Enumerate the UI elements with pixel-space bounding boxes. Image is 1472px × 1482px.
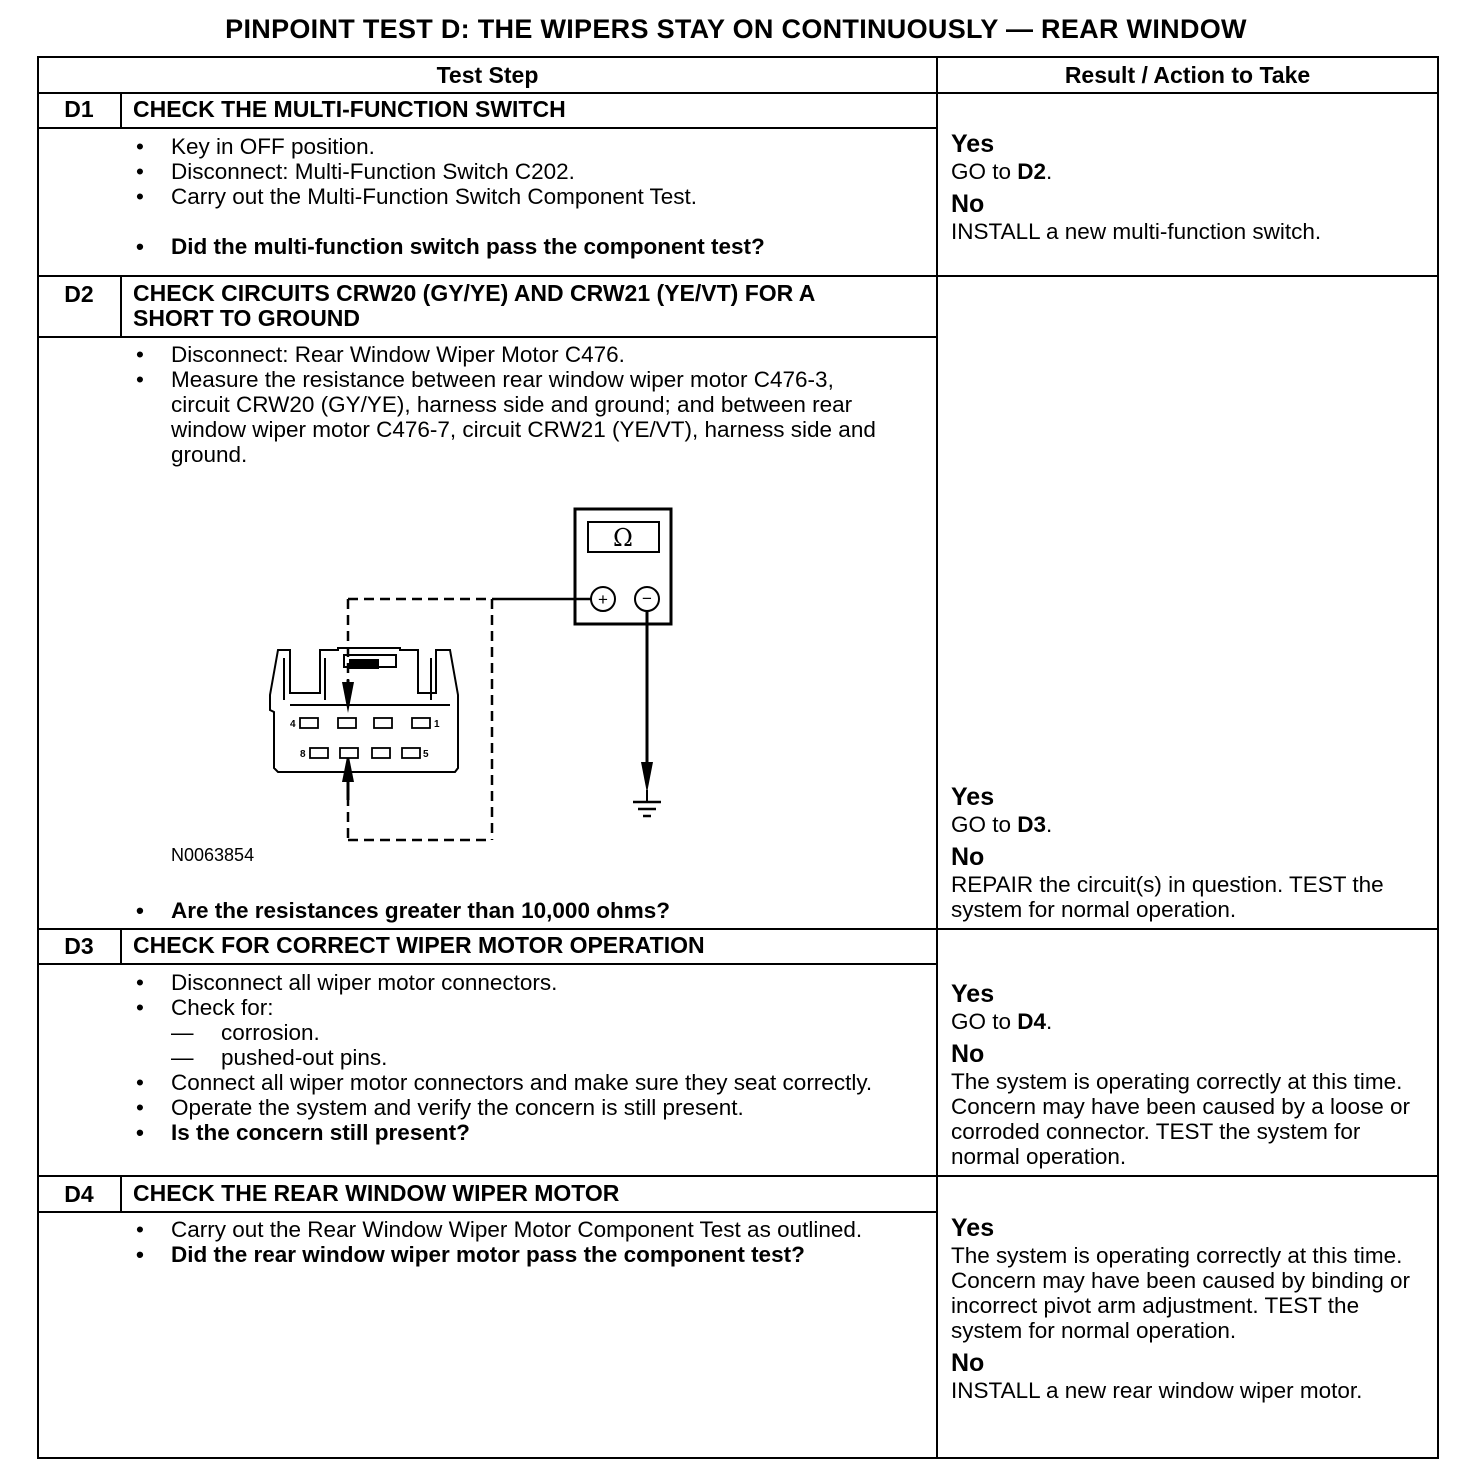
goto-link-d4[interactable]: D4 [1017, 1009, 1047, 1034]
goto-link-d2[interactable]: D2 [1017, 159, 1047, 184]
d2-result: Yes GO to D3. No REPAIR the circuit(s) in question. TEST the system for normal operation. [951, 783, 1431, 928]
list-sub-item: — pushed-out pins. [171, 1045, 388, 1070]
d2-instruction-list [133, 342, 893, 467]
pin-label-1: 1 [434, 719, 440, 730]
d1-result: Yes GO to D2. No INSTALL a new multi-function switch. [951, 130, 1431, 250]
d2-title-underline [37, 336, 937, 338]
yes-label: Yes [951, 130, 995, 158]
goto-link-d3[interactable]: D3 [1017, 812, 1047, 837]
step-title-d1: CHECK THE MULTI-FUNCTION SWITCH [133, 96, 566, 122]
connector-pins [300, 718, 430, 758]
step-id-d3: D3 [64, 933, 94, 959]
d3-question: • Is the concern still present? [136, 1120, 470, 1145]
list-item: • Measure the resistance between rear window wiper motor C476-3, circuit CRW20 (GY/YE), harness side and ground; and between rear window wiper motor C476-7, circuit CRW21 (YE/VT), harness side and ground. [136, 367, 876, 467]
step-id-d1: D1 [64, 96, 94, 122]
list-item: • Key in OFF position. [136, 134, 375, 159]
yes-label: Yes [951, 980, 995, 1008]
d2-id-divider [120, 275, 122, 338]
column-divider [936, 56, 938, 1459]
list-item: • Carry out the Rear Window Wiper Motor Component Test as outlined. [136, 1217, 863, 1242]
table-border-bottom [37, 1457, 1439, 1459]
d4-result: Yes The system is operating correctly at this time. Concern may have been caused by binding or incorrect pivot arm adjustment. TEST the system for normal operation. No INSTALL a new rear window wiper motor. [951, 1214, 1431, 1409]
negative-sign: − [642, 589, 652, 608]
row-divider-d2 [37, 275, 1439, 277]
step-title-d2: CHECK CIRCUITS CRW20 (GY/YE) AND CRW21 (YE/VT) FOR A SHORT TO GROUND [133, 280, 816, 331]
pin-label-8: 8 [300, 749, 306, 760]
table-border-top [37, 56, 1439, 58]
row-divider-d4 [37, 1175, 1439, 1177]
d1-question: • Did the multi-function switch pass the component test? [136, 234, 765, 259]
list-item: • Carry out the Multi-Function Switch Component Test. [136, 184, 698, 209]
yes-label: Yes [951, 1214, 995, 1242]
list-item: • Disconnect: Multi-Function Switch C202. [136, 159, 575, 184]
d1-title-underline [37, 127, 937, 129]
step-id-d4: D4 [64, 1181, 94, 1207]
no-label: No [951, 190, 985, 218]
list-item: • Operate the system and verify the concern is still present. [136, 1095, 744, 1120]
no-label: No [951, 1040, 985, 1068]
d1-instruction-list [133, 134, 923, 259]
list-item: • Disconnect all wiper motor connectors. [136, 970, 558, 995]
step-id-d2: D2 [64, 281, 94, 307]
figure-code: N0063854 [171, 845, 255, 865]
ohmmeter-connector-diagram [260, 500, 690, 850]
yes-label: Yes [951, 783, 995, 811]
pin-label-4: 4 [290, 719, 296, 730]
column-header-result: Result / Action to Take [1064, 62, 1311, 88]
ground-probe [641, 762, 653, 793]
d4-instruction-list [133, 1217, 893, 1267]
page-title: PINPOINT TEST D: THE WIPERS STAY ON CONTINUOUSLY — REAR WINDOW [225, 14, 1247, 44]
d3-title-underline [37, 963, 937, 965]
positive-sign: + [598, 590, 608, 609]
d4-id-divider [120, 1175, 122, 1213]
column-header-test-step: Test Step [436, 62, 539, 88]
list-item: • Check for: [136, 995, 274, 1020]
row-divider-d3 [37, 928, 1439, 930]
no-label: No [951, 1349, 985, 1377]
d3-instruction-list [133, 970, 893, 1145]
list-item: • Disconnect: Rear Window Wiper Motor C476. [136, 342, 625, 367]
no-label: No [951, 843, 985, 871]
connector-c476 [270, 648, 458, 772]
header-divider [37, 92, 1439, 94]
list-item: • Connect all wiper motor connectors and make sure they seat correctly. [136, 1070, 873, 1095]
d2-question: • Are the resistances greater than 10,000 ohms? [136, 898, 670, 923]
d4-title-underline [37, 1211, 937, 1213]
list-sub-item: — corrosion. [171, 1020, 320, 1045]
step-title-d3: CHECK FOR CORRECT WIPER MOTOR OPERATION [133, 932, 705, 958]
pin-label-5: 5 [423, 749, 429, 760]
d1-id-divider [120, 92, 122, 129]
d2-question-list [133, 898, 923, 923]
step-title-d4: CHECK THE REAR WINDOW WIPER MOTOR [133, 1180, 620, 1206]
ohm-symbol: Ω [613, 524, 633, 552]
table-border-left [37, 56, 39, 1459]
table-border-right [1437, 56, 1439, 1459]
d3-id-divider [120, 928, 122, 965]
d4-question: • Did the rear window wiper motor pass the component test? [136, 1242, 805, 1267]
probe-arrow-top [342, 682, 354, 713]
d3-result: Yes GO to D4. No The system is operating correctly at this time. Concern may have been caused by a loose or corroded connector. TEST the system for normal operation. [951, 980, 1431, 1175]
